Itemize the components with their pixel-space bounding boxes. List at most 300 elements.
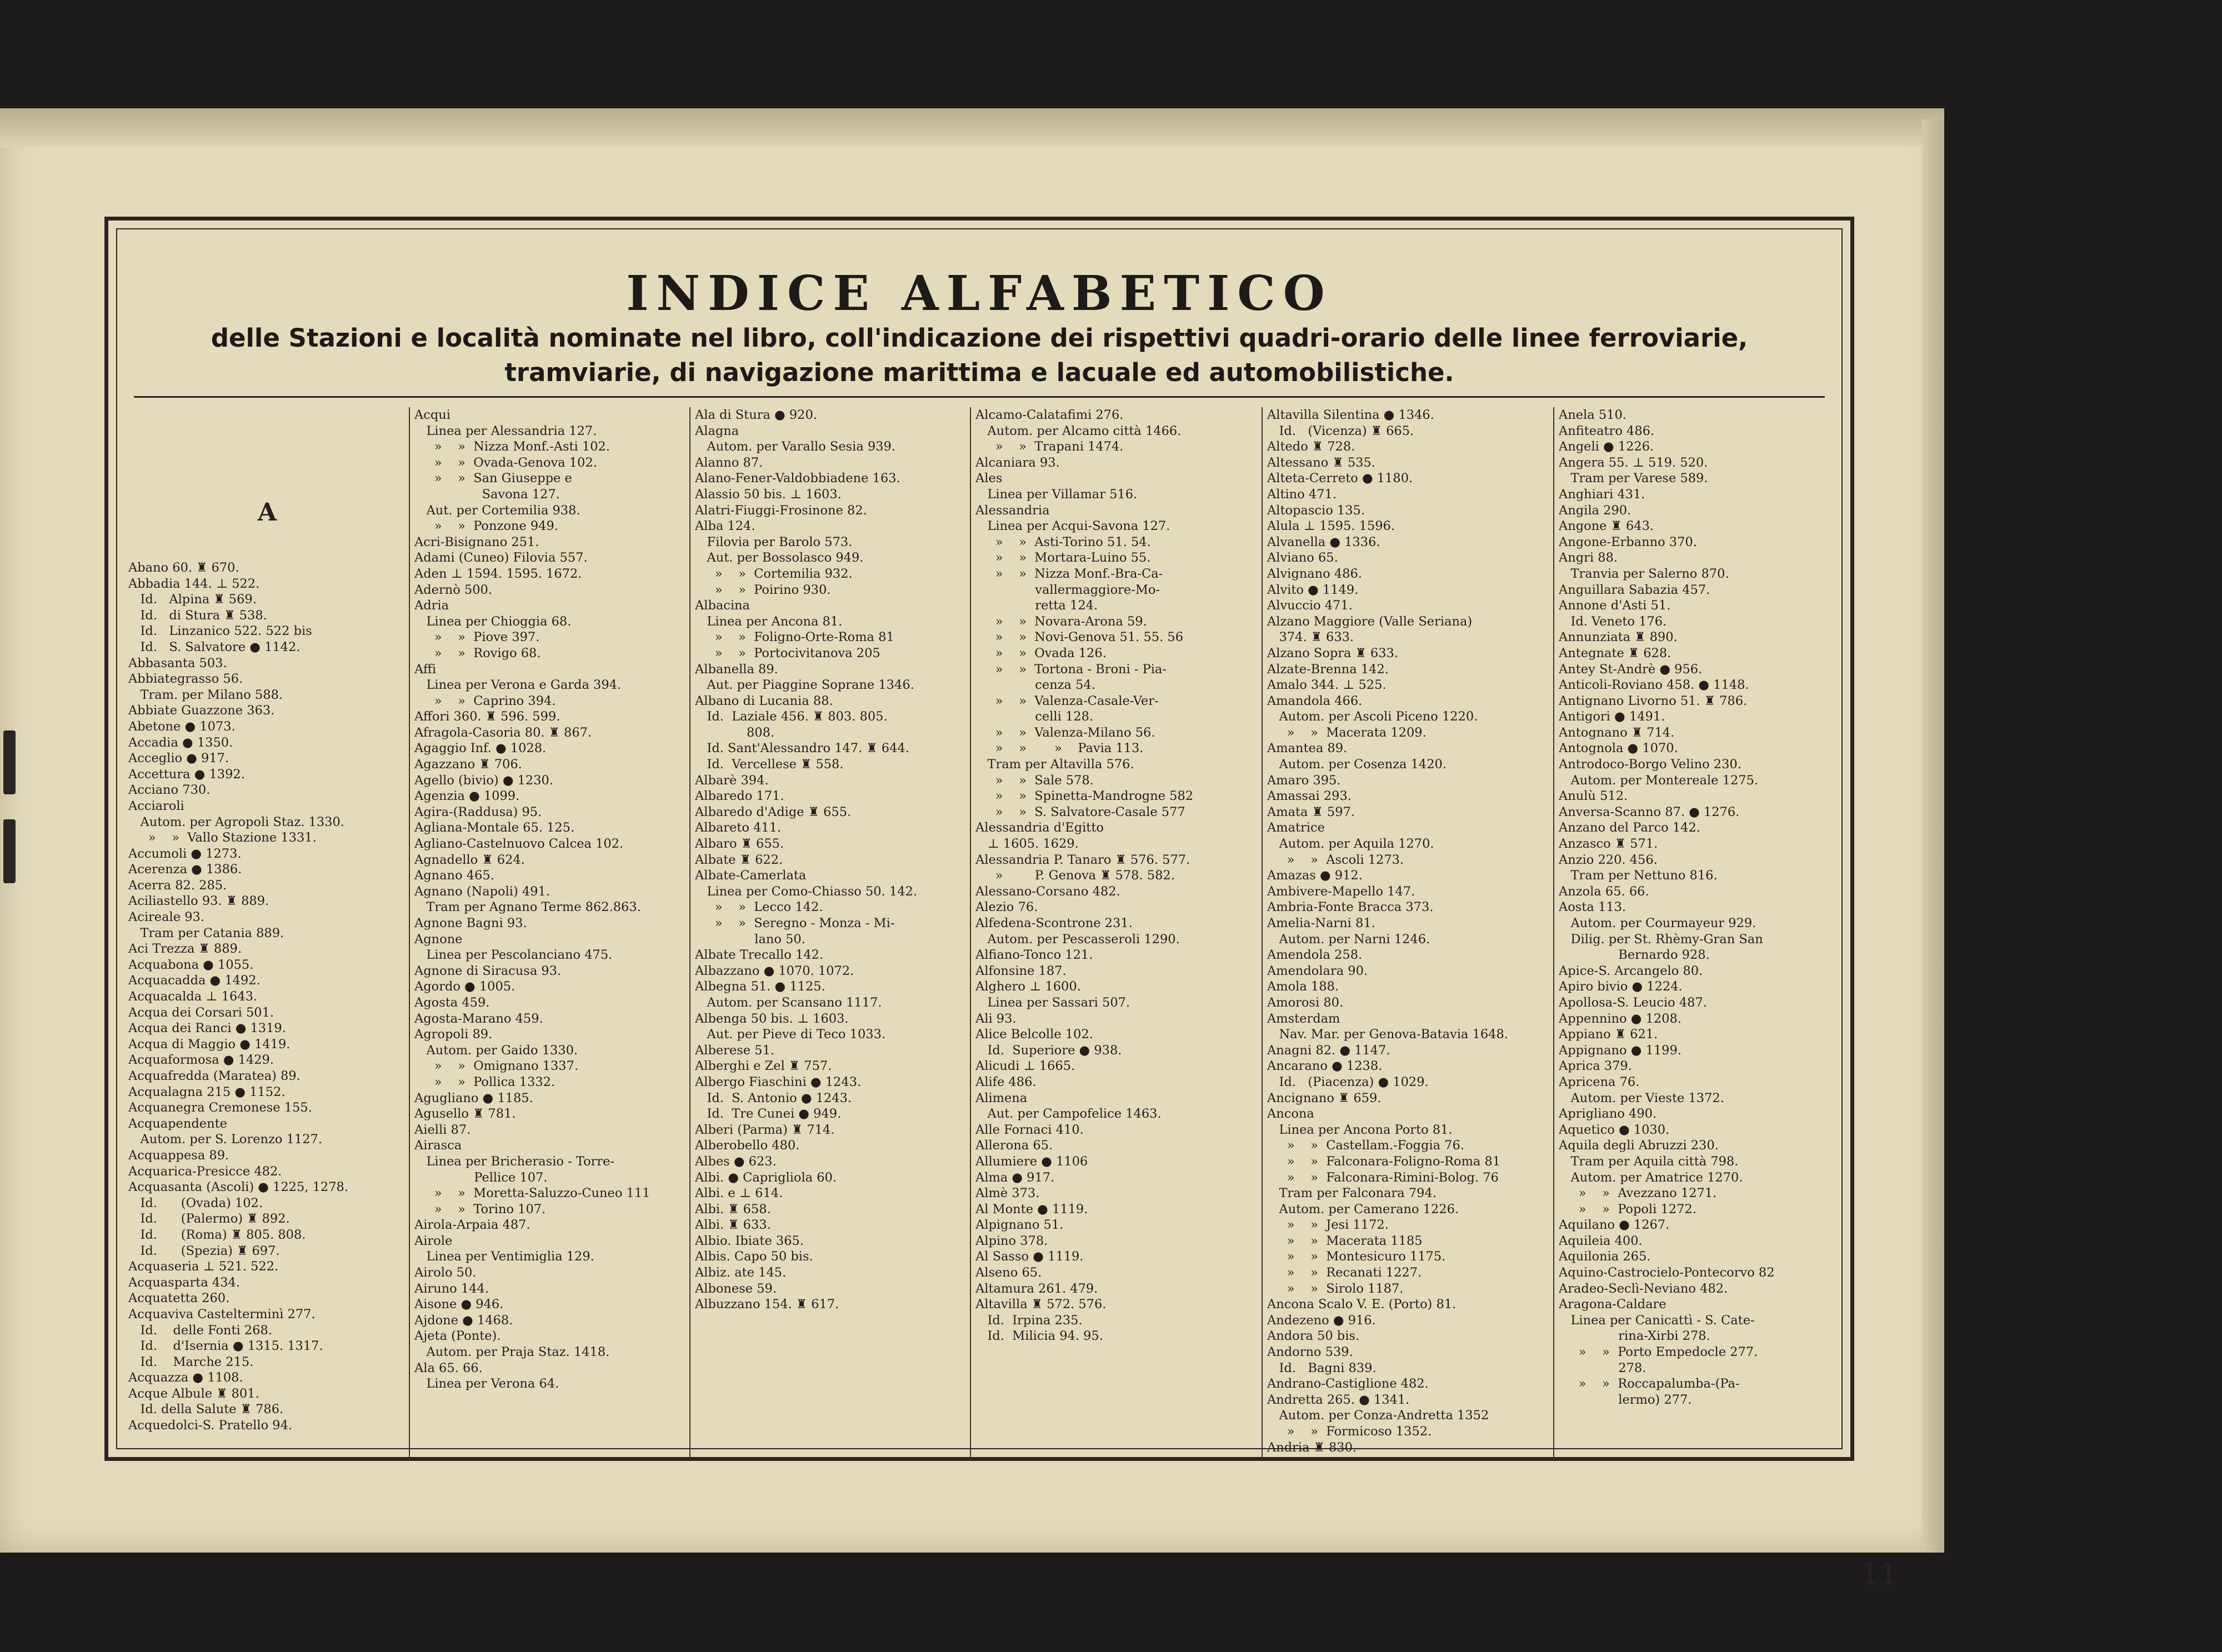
index-entry: lano 50. bbox=[695, 932, 805, 947]
index-entry: Acquafredda (Maratea) 89. bbox=[128, 1069, 301, 1083]
index-entry: Amola 188. bbox=[1267, 979, 1339, 994]
index-entry: Aut. per Cortemilia 938. bbox=[414, 503, 580, 518]
index-entry: Acquabona ● 1055. bbox=[128, 957, 254, 972]
index-entry: Agaggio Inf. ● 1028. bbox=[414, 741, 547, 756]
index-entry: Albi. ♜ 658. bbox=[695, 1202, 771, 1217]
index-entry: Ala 65. 66. bbox=[414, 1360, 483, 1375]
index-entry: Apricena 76. bbox=[1559, 1074, 1640, 1089]
index-entry: Antrodoco-Borgo Velino 230. bbox=[1559, 757, 1741, 772]
index-entry: Tram per Varese 589. bbox=[1559, 471, 1708, 486]
index-entry: Ancona bbox=[1267, 1107, 1314, 1122]
index-entry: Autom. per Vieste 1372. bbox=[1559, 1090, 1724, 1105]
index-entry: Albuzzano 154. ♜ 617. bbox=[695, 1297, 839, 1312]
index-entry: Alatri-Fiuggi-Frosinone 82. bbox=[695, 503, 867, 518]
page-top-edge bbox=[0, 108, 1944, 147]
index-entry: Alpino 378. bbox=[975, 1233, 1048, 1248]
index-entry: Alagna bbox=[695, 423, 739, 438]
index-entry: » » Omignano 1337. bbox=[414, 1059, 579, 1074]
index-entry: Altamura 261. 479. bbox=[975, 1281, 1098, 1296]
index-entry: Aut. per Piaggine Soprane 1346. bbox=[695, 678, 914, 693]
index-entry: Agugliano ● 1185. bbox=[414, 1090, 533, 1105]
index-entry: Albate-Camerlata bbox=[695, 868, 807, 883]
index-entry: » » Poirino 930. bbox=[695, 582, 831, 597]
index-entry: Anzasco ♜ 571. bbox=[1559, 837, 1658, 852]
index-entry: Ajdone ● 1468. bbox=[414, 1313, 513, 1328]
index-entry: Acri-Bisignano 251. bbox=[414, 534, 539, 549]
index-entry: Alfonsine 187. bbox=[975, 963, 1067, 978]
index-entry: Aradeo-Seclì-Neviano 482. bbox=[1559, 1281, 1728, 1296]
index-entry: Id. Sant'Alessandro 147. ♜ 644. bbox=[695, 741, 909, 756]
index-entry: Albate Trecallo 142. bbox=[695, 948, 824, 963]
index-frame bbox=[104, 217, 1854, 1461]
index-entry: Anghiari 431. bbox=[1559, 487, 1645, 502]
index-entry: Albenga 50 bis. ⊥ 1603. bbox=[695, 1011, 849, 1026]
index-entry: Anela 510. bbox=[1559, 408, 1627, 422]
index-entry: Ancona Scalo V. E. (Porto) 81. bbox=[1267, 1297, 1457, 1312]
index-entry: Id. Tre Cunei ● 949. bbox=[695, 1107, 842, 1122]
index-entry: » » Valenza-Milano 56. bbox=[975, 725, 1155, 740]
index-entry: Altavilla ♜ 572. 576. bbox=[975, 1297, 1107, 1312]
index-entry: Acireale 93. bbox=[128, 910, 204, 925]
index-entry: Linea per Sassari 507. bbox=[975, 995, 1130, 1010]
column-divider bbox=[409, 407, 410, 1460]
index-entry: Aquilano ● 1267. bbox=[1559, 1218, 1670, 1233]
index-entry: Linea per Pescolanciano 475. bbox=[414, 948, 613, 963]
index-entry: Linea per Verona e Garda 394. bbox=[414, 678, 622, 693]
index-entry: Id. Irpina 235. bbox=[975, 1313, 1083, 1328]
index-entry: Autom. per Narni 1246. bbox=[1267, 932, 1430, 947]
index-entry: Alzate-Brenna 142. bbox=[1267, 662, 1389, 677]
index-entry: Albi. ● Caprigliola 60. bbox=[695, 1170, 837, 1185]
index-entry: Autom. per Camerano 1226. bbox=[1267, 1202, 1459, 1217]
index-entry: Linea per Villamar 516. bbox=[975, 487, 1138, 502]
index-entry: Id. Vercellese ♜ 558. bbox=[695, 757, 844, 772]
index-entry: Agordo ● 1005. bbox=[414, 979, 516, 994]
index-entry: Agnadello ♜ 624. bbox=[414, 852, 525, 867]
index-entry: Alle Fornaci 410. bbox=[975, 1122, 1084, 1137]
index-column-4 bbox=[975, 407, 1259, 1460]
index-entry: Abano 60. ♜ 670. bbox=[128, 560, 239, 575]
index-entry: Alba 124. bbox=[695, 519, 755, 534]
index-entry: Appiano ♜ 621. bbox=[1559, 1027, 1658, 1042]
index-entry: Filovia per Barolo 573. bbox=[695, 534, 853, 549]
index-entry: Albaro ♜ 655. bbox=[695, 837, 784, 852]
index-entry: Abetone ● 1073. bbox=[128, 719, 236, 734]
index-entry: Autom. per Conza-Andretta 1352 bbox=[1267, 1408, 1489, 1423]
index-entry: rina-Xirbi 278. bbox=[1559, 1329, 1710, 1344]
index-entry: » » Popoli 1272. bbox=[1559, 1202, 1696, 1217]
index-entry: Acquappesa 89. bbox=[128, 1148, 229, 1163]
column-divider bbox=[689, 407, 690, 1460]
index-entry: Autom. per Courmayeur 929. bbox=[1559, 916, 1756, 930]
index-entry: Adami (Cuneo) Filovia 557. bbox=[414, 550, 588, 565]
index-entry: Alvito ● 1149. bbox=[1267, 582, 1359, 597]
index-entry: Adria bbox=[414, 598, 449, 613]
index-entry: Albis. Capo 50 bis. bbox=[695, 1249, 813, 1264]
index-entry: Antegnate ♜ 628. bbox=[1559, 645, 1671, 660]
index-entry: Alula ⊥ 1595. 1596. bbox=[1267, 519, 1395, 534]
index-entry: Alma ● 917. bbox=[975, 1170, 1055, 1185]
index-entry: Autom. per Gaido 1330. bbox=[414, 1043, 578, 1058]
index-entry: Tram per Aquila città 798. bbox=[1559, 1154, 1739, 1169]
index-entry: » » Ovada 126. bbox=[975, 645, 1107, 660]
index-entry: Aprigliano 490. bbox=[1559, 1107, 1657, 1122]
index-entry: Linea per Acqui-Savona 127. bbox=[975, 519, 1170, 534]
index-entry: Linea per Chioggia 68. bbox=[414, 614, 572, 629]
index-entry: Autom. per Ascoli Piceno 1220. bbox=[1267, 709, 1478, 724]
index-entry: lermo) 277. bbox=[1559, 1392, 1692, 1407]
index-entry: Id. Laziale 456. ♜ 803. 805. bbox=[695, 709, 888, 724]
index-frame-inner bbox=[116, 228, 1843, 1455]
index-entry: Alfiano-Tonco 121. bbox=[975, 948, 1093, 963]
index-entry: Amata ♜ 597. bbox=[1267, 804, 1355, 819]
index-entry: Angone-Erbanno 370. bbox=[1559, 534, 1697, 549]
index-entry: Affori 360. ♜ 596. 599. bbox=[414, 709, 560, 724]
index-entry: » » Falconara-Rimini-Bolog. 76 bbox=[1267, 1170, 1499, 1185]
column-divider bbox=[970, 407, 971, 1460]
index-entry: » » Sirolo 1187. bbox=[1267, 1281, 1404, 1296]
index-entry: Antignano Livorno 51. ♜ 786. bbox=[1559, 693, 1748, 708]
index-entry: Id. (Palermo) ♜ 892. bbox=[128, 1212, 290, 1227]
index-entry: Airolo 50. bbox=[414, 1265, 477, 1280]
index-entry: Acquedolci-S. Pratello 94. bbox=[128, 1418, 293, 1433]
index-entry: Ambivere-Mapello 147. bbox=[1267, 884, 1415, 899]
index-entry: Accumoli ● 1273. bbox=[128, 846, 242, 861]
index-entry: Alviano 65. bbox=[1267, 550, 1338, 565]
index-entry: Linea per Ancona Porto 81. bbox=[1267, 1122, 1453, 1137]
index-entry: Andria ♜ 830. bbox=[1267, 1440, 1357, 1455]
index-entry: Bernardo 928. bbox=[1559, 948, 1710, 963]
index-entry: Alberghi e Zel ♜ 757. bbox=[695, 1059, 832, 1074]
index-entry: Id. Bagni 839. bbox=[1267, 1360, 1377, 1375]
index-entry: » » Nizza Monf.-Bra-Ca- bbox=[975, 566, 1163, 581]
index-entry: Alice Belcolle 102. bbox=[975, 1027, 1093, 1042]
index-entry: Albacina bbox=[695, 598, 750, 613]
index-entry: Id. di Stura ♜ 538. bbox=[128, 608, 267, 623]
index-entry: » » S. Salvatore-Casale 577 bbox=[975, 804, 1185, 819]
index-entry: Aielli 87. bbox=[414, 1122, 471, 1137]
index-entry: Id. S. Antonio ● 1243. bbox=[695, 1090, 852, 1105]
index-entry: Aut. per Campofelice 1463. bbox=[975, 1107, 1162, 1122]
index-entry: vallermaggiore-Mo- bbox=[975, 582, 1160, 597]
index-entry: Alzano Maggiore (Valle Seriana) bbox=[1267, 614, 1473, 629]
index-entry: Alassio 50 bis. ⊥ 1603. bbox=[695, 487, 842, 502]
index-entry: Acciano 730. bbox=[128, 783, 211, 798]
index-entry: Id. (Piacenza) ● 1029. bbox=[1267, 1074, 1429, 1089]
index-entry: Acquatetta 260. bbox=[128, 1291, 230, 1306]
index-entry: Alvanella ● 1336. bbox=[1267, 534, 1380, 549]
index-entry: » » Ascoli 1273. bbox=[1267, 852, 1404, 867]
index-entry: Altessano ♜ 535. bbox=[1267, 455, 1375, 470]
index-entry: Tram. per Milano 588. bbox=[128, 687, 283, 702]
index-entry: » » Caprino 394. bbox=[414, 693, 556, 708]
index-entry: » P. Genova ♜ 578. 582. bbox=[975, 868, 1175, 883]
index-entry: Afragola-Casoria 80. ♜ 867. bbox=[414, 725, 592, 740]
index-entry: Andretta 265. ● 1341. bbox=[1267, 1392, 1410, 1407]
index-entry: Alife 486. bbox=[975, 1074, 1037, 1089]
index-entry: Apiro bivio ● 1224. bbox=[1559, 979, 1683, 994]
index-entry: Al Monte ● 1119. bbox=[975, 1202, 1088, 1217]
index-entry: » » Nizza Monf.-Asti 102. bbox=[414, 439, 610, 454]
index-entry: Alghero ⊥ 1600. bbox=[975, 979, 1081, 994]
index-entry: Anversa-Scanno 87. ● 1276. bbox=[1559, 804, 1740, 819]
index-entry: Anzano del Parco 142. bbox=[1559, 820, 1700, 835]
index-entry: Alanno 87. bbox=[695, 455, 763, 470]
index-entry: Tram per Catania 889. bbox=[128, 925, 284, 940]
index-entry: Id. delle Fonti 268. bbox=[128, 1323, 272, 1338]
index-entry: Ajeta (Ponte). bbox=[414, 1329, 501, 1344]
index-entry: » » Moretta-Saluzzo-Cuneo 111 bbox=[414, 1186, 650, 1201]
index-entry: Pellice 107. bbox=[414, 1170, 548, 1185]
index-entry: Acqua di Maggio ● 1419. bbox=[128, 1037, 291, 1052]
index-entry: Autom. per Cosenza 1420. bbox=[1267, 757, 1447, 772]
index-entry: Id. Marche 215. bbox=[128, 1354, 254, 1369]
index-entry: Albaredo d'Adige ♜ 655. bbox=[695, 804, 852, 819]
index-entry: » » Macerata 1209. bbox=[1267, 725, 1427, 740]
index-entry: Amassai 293. bbox=[1267, 789, 1352, 804]
index-entry: Acquasanta (Ascoli) ● 1225, 1278. bbox=[128, 1180, 349, 1195]
index-entry: Anagni 82. ● 1147. bbox=[1267, 1043, 1390, 1058]
index-column-1 bbox=[128, 407, 406, 1460]
index-entry: Abbiate Guazzone 363. bbox=[128, 703, 275, 718]
index-entry: Autom. per Agropoli Staz. 1330. bbox=[128, 814, 344, 829]
index-entry: » » Porto Empedocle 277. bbox=[1559, 1345, 1758, 1360]
index-entry: Antigori ● 1491. bbox=[1559, 709, 1665, 724]
book-page bbox=[0, 108, 1944, 1591]
index-entry: Allumiere ● 1106 bbox=[975, 1154, 1088, 1169]
index-entry: Aragona-Caldare bbox=[1559, 1297, 1666, 1312]
binding-staple bbox=[3, 730, 16, 794]
index-entry: Appennino ● 1208. bbox=[1559, 1011, 1681, 1026]
index-entry: Apollosa-S. Leucio 487. bbox=[1559, 995, 1707, 1010]
index-entry: Id. (Vicenza) ♜ 665. bbox=[1267, 423, 1414, 438]
index-entry: Agira-(Raddusa) 95. bbox=[414, 804, 542, 819]
index-entry: Airasca bbox=[414, 1138, 462, 1153]
index-entry: Agliana-Montale 65. 125. bbox=[414, 820, 575, 835]
index-entry: Amandola 466. bbox=[1267, 693, 1363, 708]
index-entry: » » Portocivitanova 205 bbox=[695, 645, 880, 660]
index-entry: Airole bbox=[414, 1233, 453, 1248]
index-entry: Tram per Agnano Terme 862.863. bbox=[414, 900, 641, 915]
index-column-3 bbox=[695, 407, 967, 1460]
index-entry: Amorosi 80. bbox=[1267, 995, 1344, 1010]
index-entry: Alteta-Cerreto ● 1180. bbox=[1267, 471, 1413, 486]
index-entry: Amendolara 90. bbox=[1267, 963, 1368, 978]
index-entry: Accadia ● 1350. bbox=[128, 735, 233, 750]
index-entry: Allerona 65. bbox=[975, 1138, 1053, 1153]
index-entry: » » Formicoso 1352. bbox=[1267, 1424, 1432, 1439]
index-entry: Altino 471. bbox=[1267, 487, 1337, 502]
index-entry: » » Montesicuro 1175. bbox=[1267, 1249, 1446, 1264]
index-entry: Alseno 65. bbox=[975, 1265, 1042, 1280]
index-entry: » » Avezzano 1271. bbox=[1559, 1186, 1717, 1201]
index-entry: Acerra 82. 285. bbox=[128, 878, 227, 893]
index-entry: Ancignano ♜ 659. bbox=[1267, 1090, 1382, 1105]
index-entry: Angeli ● 1226. bbox=[1559, 439, 1654, 454]
index-entry: Amelia-Narni 81. bbox=[1267, 916, 1375, 930]
index-entry: Acquaviva Castelterminì 277. bbox=[128, 1306, 316, 1321]
index-entry: Alberi (Parma) ♜ 714. bbox=[695, 1122, 835, 1137]
index-entry: Nav. Mar. per Genova-Batavia 1648. bbox=[1267, 1027, 1508, 1042]
index-entry: Acerenza ● 1386. bbox=[128, 862, 242, 877]
index-entry: Apice-S. Arcangelo 80. bbox=[1559, 963, 1703, 978]
index-entry: Acqua dei Corsari 501. bbox=[128, 1005, 274, 1020]
index-entry: Aquino-Castrocielo-Pontecorvo 82 bbox=[1559, 1265, 1775, 1280]
index-entry: Albi. e ⊥ 614. bbox=[695, 1186, 783, 1201]
index-entry: Tranvia per Salerno 870. bbox=[1559, 566, 1729, 581]
index-entry: ⊥ 1605. 1629. bbox=[975, 837, 1079, 852]
index-entry: Alfedena-Scontrone 231. bbox=[975, 916, 1133, 930]
index-entry: Agnone di Siracusa 93. bbox=[414, 963, 562, 978]
index-entry: Aisone ● 946. bbox=[414, 1297, 504, 1312]
index-entry: Albano di Lucania 88. bbox=[695, 693, 833, 708]
index-entry: Airola-Arpaia 487. bbox=[414, 1218, 531, 1233]
index-entry: Ambria-Fonte Bracca 373. bbox=[1267, 900, 1434, 915]
header-rule bbox=[134, 396, 1825, 398]
index-entry: Ali 93. bbox=[975, 1011, 1017, 1026]
index-entry: » » Vallo Stazione 1331. bbox=[128, 830, 317, 845]
index-entry: Albiz. ate 145. bbox=[695, 1265, 787, 1280]
index-entry: » » Rovigo 68. bbox=[414, 645, 541, 660]
index-entry: Aosta 113. bbox=[1559, 900, 1627, 915]
page-right-edge bbox=[1922, 119, 1944, 1553]
index-entry: Alezio 76. bbox=[975, 900, 1038, 915]
column-divider bbox=[1553, 407, 1554, 1460]
index-entry: Al Sasso ● 1119. bbox=[975, 1249, 1084, 1264]
index-entry: Acquacalda ⊥ 1643. bbox=[128, 989, 258, 1004]
index-entry: Angone ♜ 643. bbox=[1559, 519, 1654, 534]
index-entry: Acque Albule ♜ 801. bbox=[128, 1386, 259, 1401]
index-entry: Amazas ● 912. bbox=[1267, 868, 1363, 883]
index-entry: Andora 50 bis. bbox=[1267, 1329, 1360, 1344]
index-entry: Linea per Alessandria 127. bbox=[414, 423, 597, 438]
index-entry: Angila 290. bbox=[1559, 503, 1632, 518]
index-entry: Alberobello 480. bbox=[695, 1138, 800, 1153]
index-entry: celli 128. bbox=[975, 709, 1094, 724]
index-entry: » » Mortara-Luino 55. bbox=[975, 550, 1151, 565]
index-entry: Anzio 220. 456. bbox=[1559, 852, 1658, 867]
index-entry: » » Tortona - Broni - Pia- bbox=[975, 662, 1167, 677]
index-entry: » » San Giuseppe e bbox=[414, 471, 572, 486]
index-entry: Albarè 394. bbox=[695, 773, 769, 788]
index-entry: Agnano 465. bbox=[414, 868, 494, 883]
index-entry: Abbiategrasso 56. bbox=[128, 672, 243, 687]
index-entry: Alzano Sopra ♜ 633. bbox=[1267, 645, 1399, 660]
index-entry: Agello (bivio) ● 1230. bbox=[414, 773, 554, 788]
index-entry: Agnone bbox=[414, 932, 463, 947]
page-subtitle: delle Stazioni e località nominate nel libro, coll'indicazione dei rispettivi quadri-orario delle linee ferroviarie, tramviarie, di navigazione marittima e lacuale ed automobilistiche. bbox=[211, 323, 1748, 387]
index-entry: » » Roccapalumba-(Pa- bbox=[1559, 1376, 1740, 1391]
index-entry: Appignano ● 1199. bbox=[1559, 1043, 1681, 1058]
index-entry: » » Cortemilia 932. bbox=[695, 566, 853, 581]
index-entry: Aquileia 400. bbox=[1559, 1233, 1643, 1248]
index-entry: Alpignano 51. bbox=[975, 1218, 1064, 1233]
index-entry: Acquasparta 434. bbox=[128, 1275, 240, 1290]
index-entry: Alvignano 486. bbox=[1267, 566, 1362, 581]
index-entry: » » Falconara-Foligno-Roma 81 bbox=[1267, 1154, 1501, 1169]
index-entry: Agosta-Marano 459. bbox=[414, 1011, 543, 1026]
index-entry: Alberese 51. bbox=[695, 1043, 775, 1058]
index-entry: Albes ● 623. bbox=[695, 1154, 777, 1169]
index-entry: » » » Pavia 113. bbox=[975, 741, 1144, 756]
index-entry: Angri 88. bbox=[1559, 550, 1618, 565]
index-entry: Antognano ♜ 714. bbox=[1559, 725, 1675, 740]
index-entry: Albaredo 171. bbox=[695, 789, 784, 804]
index-entry: » » Torino 107. bbox=[414, 1202, 546, 1217]
index-entry: Aden ⊥ 1594. 1595. 1672. bbox=[414, 566, 582, 581]
index-entry: Acquaformosa ● 1429. bbox=[128, 1053, 274, 1068]
index-entry: Autom. per Aquila 1270. bbox=[1267, 837, 1434, 852]
index-entry: Airuno 144. bbox=[414, 1281, 489, 1296]
index-entry: » » Ovada-Genova 102. bbox=[414, 455, 597, 470]
index-column-6 bbox=[1559, 407, 1836, 1460]
index-entry: Aciliastello 93. ♜ 889. bbox=[128, 894, 269, 909]
index-entry: Agnano (Napoli) 491. bbox=[414, 884, 550, 899]
index-entry: Autom. per Amatrice 1270. bbox=[1559, 1170, 1743, 1185]
index-entry: » » Seregno - Monza - Mi- bbox=[695, 916, 895, 930]
index-entry: Agnone Bagni 93. bbox=[414, 916, 527, 930]
index-entry: Ancarano ● 1238. bbox=[1267, 1059, 1383, 1074]
index-entry: Id. della Salute ♜ 786. bbox=[128, 1402, 284, 1417]
index-entry: Ala di Stura ● 920. bbox=[695, 408, 817, 422]
index-entry: Albegna 51. ● 1125. bbox=[695, 979, 825, 994]
index-entry: Autom. per Praja Staz. 1418. bbox=[414, 1345, 610, 1360]
index-entry: Acqua dei Ranci ● 1319. bbox=[128, 1021, 286, 1036]
page-number: 11 bbox=[1861, 1558, 1898, 1591]
index-entry: Albanella 89. bbox=[695, 662, 778, 677]
index-entry: Linea per Bricherasio - Torre- bbox=[414, 1154, 615, 1169]
binding-staple bbox=[3, 819, 16, 883]
index-entry: Acquazza ● 1108. bbox=[128, 1370, 243, 1385]
index-entry: Anulù 512. bbox=[1559, 789, 1628, 804]
index-entry: Angera 55. ⊥ 519. 520. bbox=[1559, 455, 1708, 470]
index-entry: » » Lecco 142. bbox=[695, 900, 823, 915]
index-entry: Id. d'Isernia ● 1315. 1317. bbox=[128, 1339, 323, 1354]
column-divider bbox=[1262, 407, 1263, 1460]
index-entry: Agropoli 89. bbox=[414, 1027, 493, 1042]
index-entry: Amalo 344. ⊥ 525. bbox=[1267, 678, 1387, 693]
index-entry: Alcaniara 93. bbox=[975, 455, 1060, 470]
index-entry: Affi bbox=[414, 662, 437, 677]
index-entry: retta 124. bbox=[975, 598, 1098, 613]
index-entry: Linea per Como-Chiasso 50. 142. bbox=[695, 884, 917, 899]
index-entry: Albergo Fiaschini ● 1243. bbox=[695, 1074, 862, 1089]
index-entry: Tram per Falconara 794. bbox=[1267, 1186, 1437, 1201]
index-entry: Andrano-Castiglione 482. bbox=[1267, 1376, 1429, 1391]
index-entry: Andezeno ● 916. bbox=[1267, 1313, 1376, 1328]
index-entry: » » Novara-Arona 59. bbox=[975, 614, 1147, 629]
index-entry: 374. ♜ 633. bbox=[1267, 630, 1354, 645]
index-entry: Linea per Verona 64. bbox=[414, 1376, 559, 1391]
index-entry: Annunziata ♜ 890. bbox=[1559, 630, 1678, 645]
index-entry: Anzola 65. 66. bbox=[1559, 884, 1649, 899]
index-entry: Id. S. Salvatore ● 1142. bbox=[128, 639, 301, 654]
index-entry: Acqui bbox=[414, 408, 451, 422]
index-entry: Id. Superiore ● 938. bbox=[975, 1043, 1122, 1058]
index-entry: » » Foligno-Orte-Roma 81 bbox=[695, 630, 894, 645]
index-entry: » » Jesi 1172. bbox=[1267, 1218, 1389, 1233]
index-entry: » » Piove 397. bbox=[414, 630, 540, 645]
index-entry: Alessandria bbox=[975, 503, 1050, 518]
index-entry: Albazzano ● 1070. 1072. bbox=[695, 963, 854, 978]
index-entry: Aut. per Pieve di Teco 1033. bbox=[695, 1027, 886, 1042]
index-entry: » » Trapani 1474. bbox=[975, 439, 1124, 454]
index-entry: Alimena bbox=[975, 1090, 1028, 1105]
index-entry: Antey St-Andrè ● 956. bbox=[1559, 662, 1703, 677]
index-entry: Autom. per Pescasseroli 1290. bbox=[975, 932, 1180, 947]
index-entry: Acquarica-Presicce 482. bbox=[128, 1164, 282, 1179]
index-entry: Amaro 395. bbox=[1267, 773, 1341, 788]
